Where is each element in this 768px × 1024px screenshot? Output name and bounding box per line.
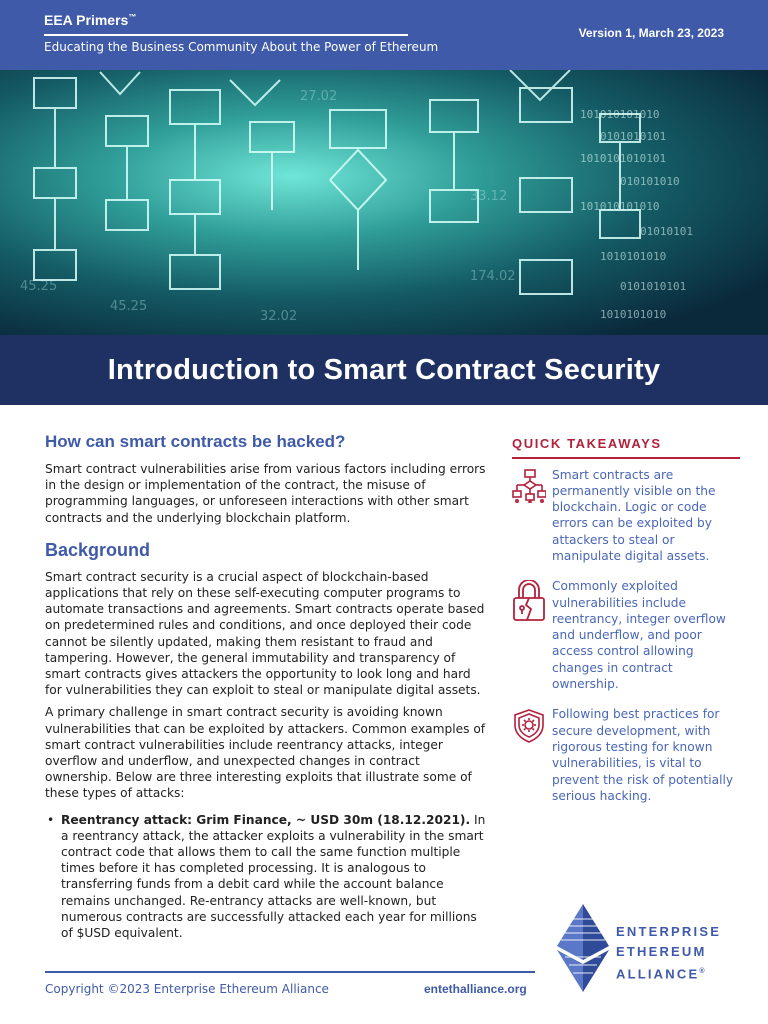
hero-flowchart-graphic	[0, 70, 768, 335]
flowchart-icon	[512, 467, 552, 565]
svg-text:45.25: 45.25	[20, 279, 58, 294]
svg-text:174.02: 174.02	[470, 269, 516, 284]
takeaway-item	[512, 467, 740, 565]
main-column	[45, 432, 490, 941]
svg-text:1010101010: 1010101010	[600, 250, 667, 263]
quick-takeaways-panel	[512, 436, 740, 818]
bullet-icon: •	[47, 812, 55, 827]
takeaway-text: Following best practices for secure development, with rigorous testing for known vulnerabilities, is vital to prevent the risk of potentially serious hacking.	[552, 707, 734, 803]
background-paragraph-2: A primary challenge in smart contract security is avoiding known vulnerabilities that can be exploited by attackers. Common examples of smart contract vulnerabilities include reentrancy attacks, integer overflow and underflow, and unexpected changes in contract ownership. Below are three interesting exploits that illustrate some of these types of attacks:	[45, 705, 486, 801]
brand-divider	[44, 34, 408, 36]
hero-image	[0, 70, 768, 335]
website-link[interactable]: entethalliance.org	[424, 982, 527, 996]
brand-name: EEA Primers™	[44, 12, 137, 28]
eea-logo	[553, 902, 743, 997]
svg-text:1010101010: 1010101010	[600, 308, 667, 321]
shield-gear-icon	[512, 706, 552, 804]
ethereum-diamond-icon	[553, 902, 613, 994]
version-date: Version 1, March 23, 2023	[578, 26, 724, 40]
section-body-hacked: Smart contract vulnerabilities arise from various factors including errors in the design or implementation of the contract, the misuse of programming languages, or unforeseen interactions with other smart contracts and the underlying blockchain platform.	[45, 462, 486, 525]
exploit-list	[45, 812, 490, 942]
exploit-title: Reentrancy attack: Grim Finance, ~ USD 30m (18.12.2021).	[61, 812, 471, 827]
svg-text:010101010: 010101010	[620, 175, 680, 188]
quick-takeaways-divider	[512, 457, 740, 459]
takeaway-text: Commonly exploited vulnerabilities include reentrancy, integer overflow and underflow, and poor access control allowing changes in contract ownership.	[552, 579, 726, 692]
quick-takeaways-heading: QUICK TAKEAWAYS	[512, 436, 662, 451]
svg-text:01010101: 01010101	[640, 225, 693, 238]
copyright-text: Copyright ©2023 Enterprise Ethereum Alliance	[45, 982, 329, 996]
logo-line-2: ETHEREUM	[616, 944, 707, 959]
svg-text:32.02: 32.02	[260, 309, 298, 324]
svg-text:0101010101: 0101010101	[600, 130, 667, 143]
tagline: Educating the Business Community About the Power of Ethereum	[44, 40, 439, 54]
svg-text:27.02: 27.02	[300, 89, 338, 104]
takeaway-text: Smart contracts are permanently visible on the blockchain. Logic or code errors can be exploited by attackers to steal or manipulate digital assets.	[552, 467, 716, 563]
section-heading-hacked: How can smart contracts be hacked?	[45, 432, 346, 451]
list-item	[45, 812, 490, 942]
broken-lock-icon	[512, 578, 552, 692]
logo-line-1: ENTERPRISE	[616, 924, 722, 939]
logo-line-3: ALLIANCE®	[616, 966, 707, 982]
svg-text:1010101010101: 1010101010101	[580, 152, 667, 165]
svg-text:101010101010: 101010101010	[580, 200, 660, 213]
takeaway-item	[512, 578, 740, 692]
svg-text:101010101010: 101010101010	[580, 108, 660, 121]
footer-divider	[45, 971, 535, 973]
title-band	[0, 335, 768, 405]
header-band	[0, 0, 768, 70]
section-heading-background: Background	[45, 539, 151, 560]
svg-text:0101010101: 0101010101	[620, 280, 687, 293]
background-paragraph-1: Smart contract security is a crucial aspect of blockchain-based applications that rely on these self-executing computer programs to automate transactions and agreements. Smart contracts operate based on predetermined rules and conditions, and once deployed their code cannot be silently updated, making them resistant to fraud and tampering. However, the general immutability and transparency of smart contracts gives attackers the opportunity to look long and hard for vulnerabilities they can exploit to steal or manipulate digital assets.	[45, 569, 485, 698]
logo-wordmark	[616, 922, 721, 984]
exploit-body: In a reentrancy attack, the attacker exploits a vulnerability in the smart contract code that allows them to call the same function multiple times before it has completed processing. It is analogous to transferring funds from a debit card while the account balance remains unchanged. Re-entrancy attacks are well-known, but numerous contracts are successfully attacked each year for millions of $USD equivalent.	[61, 812, 486, 941]
svg-text:45.25: 45.25	[110, 299, 148, 314]
page-title: Introduction to Smart Contract Security	[107, 353, 661, 386]
svg-text:33.12: 33.12	[470, 189, 508, 204]
takeaway-item	[512, 706, 740, 804]
